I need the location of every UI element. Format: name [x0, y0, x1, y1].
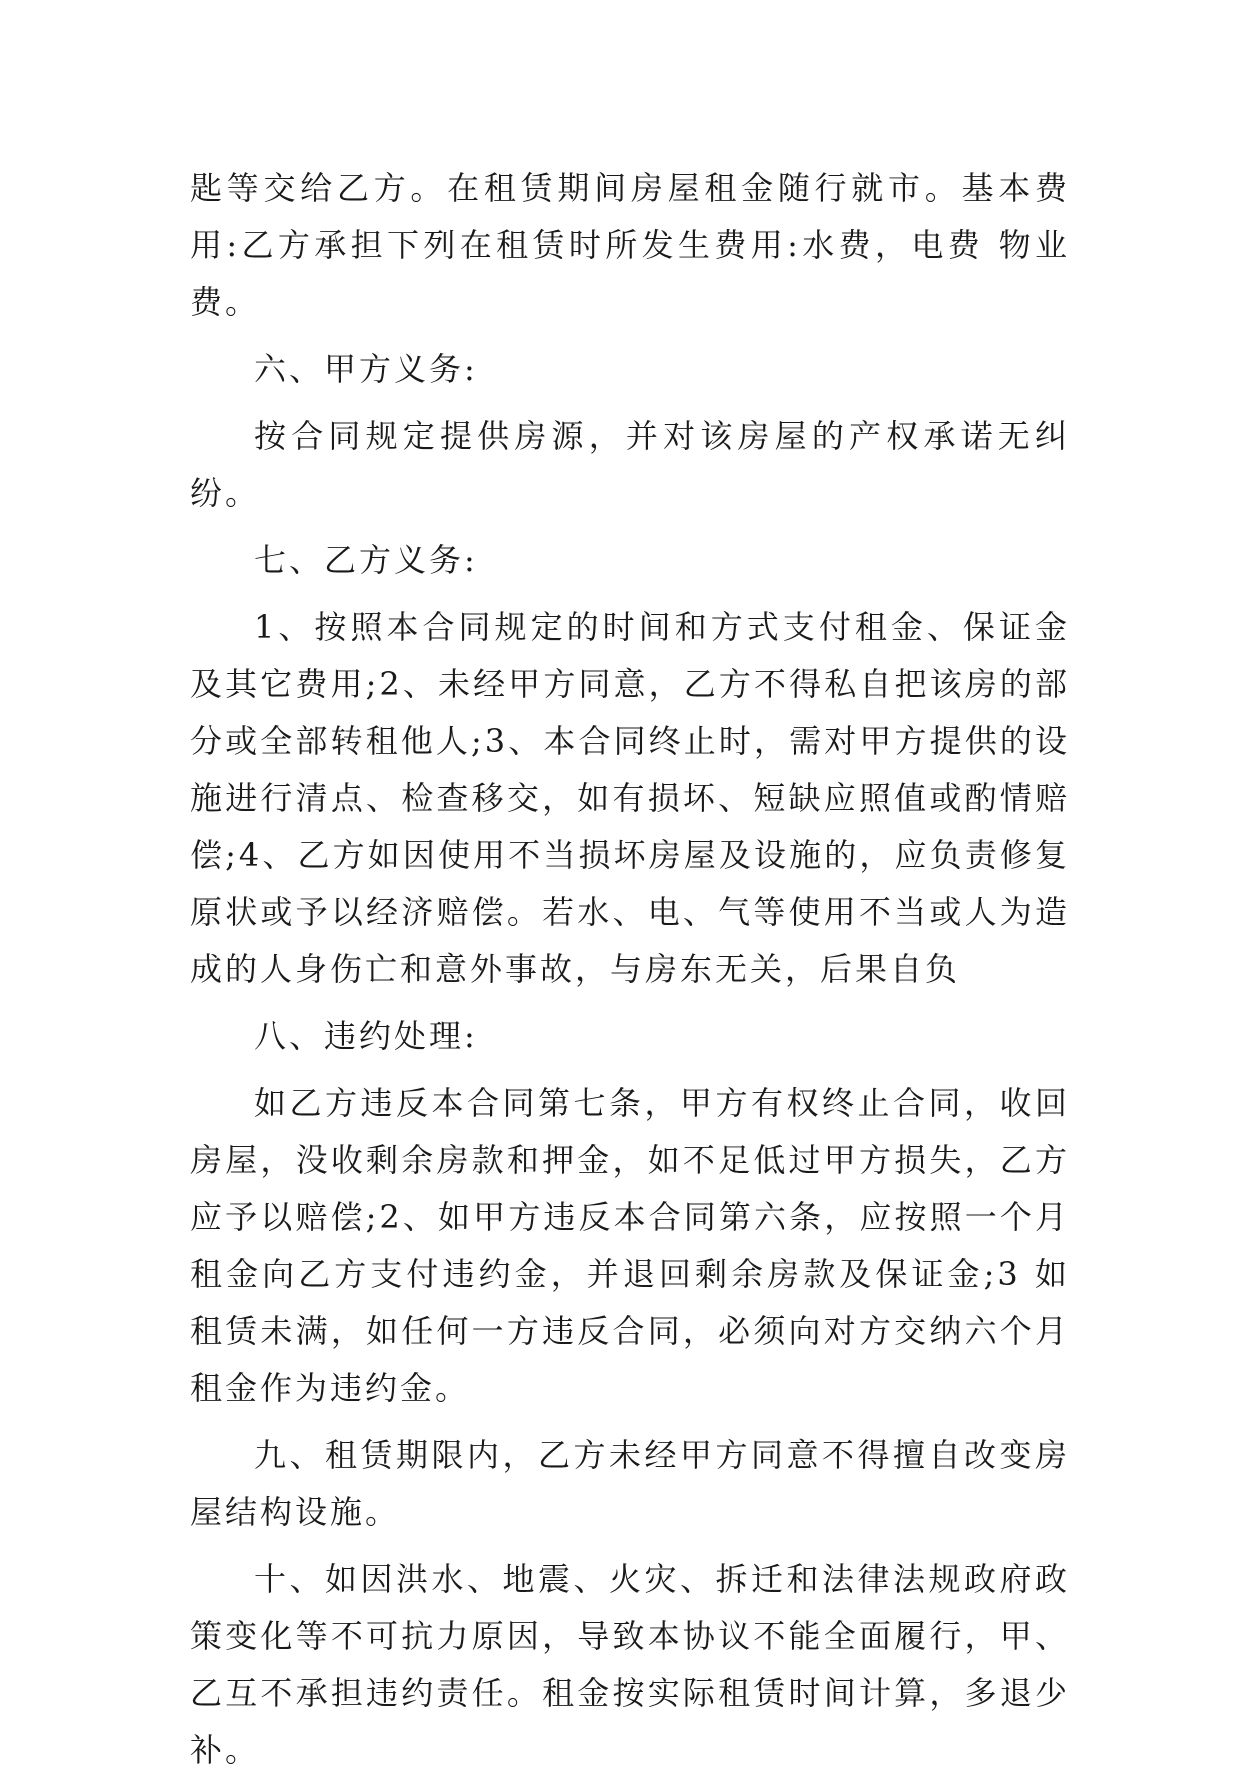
paragraph-continuation-fees: 匙等交给乙方。在租赁期间房屋租金随行就市。基本费用:乙方承担下列在租赁时所发生费用:水费，电费 物业费。 [190, 169, 1070, 321]
paragraph-breach-handling: 如乙方违反本合同第七条，甲方有权终止合同，收回房屋，没收剩余房款和押金，如不足低过甲方损失，乙方应予以赔偿;2、如甲方违反本合同第六条，应按照一个月租金向乙方支付违约金，并退回剩余房款及保证金;3 如租赁未满，如任何一方违反合同，必须向对方交纳六个月租金作为违约金。 [190, 1084, 1070, 1407]
heading-breach-handling: 八、违约处理: [254, 1017, 478, 1055]
paragraph-clause-ten: 十、如因洪水、地震、火灾、拆迁和法律法规政府政策变化等不可抗力原因，导致本协议不能全面履行，甲、乙互不承担违约责任。租金按实际租赁时间计算，多退少补。 [190, 1560, 1070, 1769]
heading-party-b-obligations: 七、乙方义务: [254, 541, 478, 579]
paragraph-party-a-obligations: 按合同规定提供房源，并对该房屋的产权承诺无纠纷。 [190, 417, 1070, 512]
heading-party-a-obligations: 六、甲方义务: [254, 350, 478, 388]
paragraph-party-b-obligations: 1、按照本合同规定的时间和方式支付租金、保证金及其它费用;2、未经甲方同意，乙方不得私自把该房的部分或全部转租他人;3、本合同终止时，需对甲方提供的设施进行清点、检查移交，如有损坏、短缺应照值或酌情赔偿;4、乙方如因使用不当损坏房屋及设施的，应负责修复原状或予以经济赔偿。若水、电、气等使用不当或人为造成的人身伤亡和意外事故，与房东无关，后果自负 [190, 608, 1070, 988]
paragraph-clause-nine: 九、租赁期限内，乙方未经甲方同意不得擅自改变房屋结构设施。 [190, 1436, 1070, 1531]
document-body [190, 160, 1070, 1789]
